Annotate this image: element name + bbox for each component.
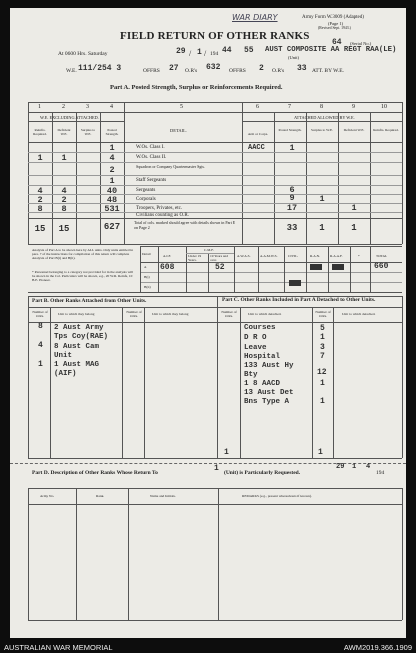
an-h-aamws: A.A.M.W.S. (260, 254, 278, 258)
att-by-we-label: ATT. BY W.E. (312, 68, 344, 74)
row3-posted: 1 (109, 176, 115, 186)
rule-header-bottom (28, 142, 402, 143)
detail-corporals: Corporals (136, 197, 156, 202)
c-entry-1-num: 1 (320, 333, 325, 342)
an-h-total: TOTAL (376, 254, 388, 258)
rule-bc-head (28, 307, 402, 308)
form-page: (Page 1) (328, 21, 344, 26)
rule-total-bottom (28, 244, 402, 245)
row0-posted: 1 (109, 143, 115, 153)
an-row-bii: B(ii) (144, 285, 151, 289)
row5-reinfts: 2 (37, 195, 43, 205)
rule-top-a (28, 102, 402, 103)
rule-row-6 (28, 212, 402, 213)
part-d-title-mid: (Unit) is Particularly Requested. (224, 470, 301, 476)
part-b-title: Part B. Other Ranks Attached from Other Units. (32, 298, 147, 304)
return-year: 44 (222, 46, 232, 55)
an-h-cmf: C.M.F. (204, 248, 214, 252)
rule-bc-v3 (144, 307, 145, 458)
col-num-5: 5 (180, 104, 183, 110)
col-num-3: 3 (86, 104, 89, 110)
total-posted: 627 (103, 222, 121, 232)
rule-d-v2 (128, 488, 129, 620)
an-h-under19: Under 19 Years. (188, 254, 202, 262)
rule-v-8 (338, 112, 339, 244)
war-diary-stamp: WAR DIARY (232, 13, 278, 22)
right-group-header: ATTACHED ALLOWED BY W.E. (294, 115, 355, 120)
c-entry-1-unit: D R O (244, 334, 267, 342)
rule-analysis-bottom (28, 292, 402, 293)
rule-bc-v0 (28, 296, 29, 458)
c-entry-4-unit: 133 Aust Hy (244, 362, 294, 370)
rule-colnums (28, 112, 402, 113)
rule-an-v3 (208, 253, 209, 292)
col-num-9: 9 (352, 104, 355, 110)
an-h-ran: R.A.N. (310, 254, 321, 258)
rule-row-2 (28, 175, 402, 176)
at-line-prefix: At 0600 Hrs. Saturday (58, 51, 108, 57)
rule-v-edge-r (402, 102, 403, 244)
detail-staff-sergeants: Staff Sergeants (136, 178, 167, 183)
rule-bc-v6 (312, 307, 313, 458)
c-h-num1: Number of O.Rs. (221, 310, 237, 318)
rule-an-v9 (350, 246, 351, 292)
unit-name: AUST COMPOSITE AA REGT RAA(LE) (265, 46, 397, 54)
row5-posted: 48 (106, 195, 118, 205)
return-month: 1 (197, 48, 202, 57)
part-a-title: Part A. Posted Strength, Surplus or Reinforcements Required. (110, 84, 283, 91)
col-num-6: 6 (256, 104, 259, 110)
offrs-value: 27 (169, 64, 179, 73)
c-entry-7-unit: 13 Aust Det (244, 389, 294, 397)
b-entry-5-unit: (AIF) (54, 370, 77, 378)
c-entry-6-unit: 1 8 AACD (244, 380, 281, 388)
detail-troopers: Troopers, Privates, etc. (136, 206, 183, 211)
detail-sqn-qms: Squadron or Company Quartermaster Sgts. (136, 164, 205, 169)
rule-bc-v5 (240, 307, 241, 458)
part-d-req-year: 4 (366, 463, 371, 471)
att-ors-label: O.R's (272, 68, 285, 74)
rule-d-v0 (28, 488, 29, 620)
c-h-unit1: Unit to which detached. (248, 312, 282, 316)
row1-deficient: 1 (61, 153, 67, 163)
d-h-remarks: REMARKS (e.g., present whereabouts if known). (242, 494, 312, 498)
b-entry-4-unit: 1 Aust MAG (54, 361, 100, 369)
rule-v-5 (242, 102, 243, 244)
unit-label: (Unit) (288, 55, 299, 60)
rule-analysis-top (140, 246, 402, 247)
c-entry-2-num: 3 (320, 343, 325, 352)
b-entry-2-num: 4 (38, 341, 43, 350)
col-num-10: 10 (381, 104, 387, 110)
rule-row-0 (28, 152, 402, 153)
rule-d-top (28, 488, 402, 489)
analysis-note: Analysis of Part A to be shown here by ALL units. Only units entitled in para. 7 of the instructions for compilation of this return will complete Analysis of Part B(i) and B(ii). (32, 248, 134, 260)
row6-deficient: 8 (61, 204, 67, 214)
rule-analysis-head (140, 262, 402, 263)
rule-an-v5 (258, 246, 259, 292)
rule-v-7 (306, 112, 307, 244)
an-h-aif: A.I.F. (163, 254, 171, 258)
an-h-raaf: R.A.A.F. (330, 254, 343, 258)
offrs-label: OFFRS (143, 68, 160, 74)
part-d-req-day: 29 (336, 463, 345, 471)
rule-v-6 (274, 112, 275, 244)
att-ors-value: 33 (297, 64, 307, 73)
part-d-title-pre: Part D. Description of Other Ranks Whose Return To (32, 470, 158, 476)
detail-civilians: Civilians counting as O.R. (136, 213, 189, 218)
tear-line (10, 463, 406, 464)
col-num-4: 4 (110, 104, 113, 110)
row1-posted: 4 (109, 153, 115, 163)
row6-att-deficient: 1 (351, 203, 357, 213)
rule-an-v0 (140, 246, 141, 292)
row6-att-posted: 17 (286, 203, 298, 213)
rule-d-head (28, 504, 402, 505)
rule-an-v8 (328, 246, 329, 292)
header-posted-left: Posted Strength. (105, 128, 119, 136)
rule-v-4 (124, 102, 125, 244)
header-surplus-right: Surplus to W.E. (311, 128, 333, 132)
b-entry-3-unit: Unit (54, 352, 73, 360)
rule-an-v6 (284, 246, 285, 292)
an-h-awas: A.W.A.S. (237, 254, 251, 258)
header-arm-corps: Arm or Corps. (247, 132, 269, 136)
rule-bc-v2 (122, 307, 123, 458)
col-num-8: 8 (320, 104, 323, 110)
header-posted-right: Posted Strength. (278, 128, 302, 132)
row5-att-posted: 9 (289, 193, 295, 203)
rule-analysis-a (140, 272, 402, 273)
footer-source: AUSTRALIAN WAR MEMORIAL (4, 643, 113, 652)
left-group-header: W.E. EXCLUDING ATTACHED. (40, 115, 99, 120)
rule-an-v1 (158, 246, 159, 292)
date-slash-1: / (189, 49, 192, 58)
part-c-title: Part C. Other Ranks Included in Part A Detached to Other Units. (222, 297, 376, 303)
an-a-total: 660 (374, 262, 389, 271)
serial-label: (Serial No.) (350, 41, 372, 46)
we-value: 111/254 3 (78, 64, 122, 73)
an-row-a: A (144, 265, 147, 269)
row4-posted: 40 (106, 186, 118, 196)
caption-bar (0, 640, 416, 653)
c-entry-3-num: 7 (320, 352, 325, 361)
an-h-star: * (358, 254, 360, 258)
year-prefix: 194 (210, 51, 219, 57)
c-entry-5-num: 12 (317, 368, 327, 377)
c-entry-3-unit: Hospital (244, 353, 281, 361)
c-total-right: 1 (318, 448, 323, 457)
total-att-posted: 33 (286, 223, 298, 233)
rule-row-3 (28, 185, 402, 186)
row4-att-posted: 6 (289, 185, 295, 195)
an-a-over19: 52 (215, 263, 225, 272)
document-page (10, 8, 406, 638)
form-title: FIELD RETURN OF OTHER RANKS (120, 30, 310, 42)
part-d-unit-num: 1 (214, 464, 219, 473)
ors-value: 632 (206, 63, 221, 72)
c-entry-8-num: 1 (320, 397, 325, 406)
c-entry-6-num: 1 (320, 379, 325, 388)
an-h-detail: Detail (142, 252, 151, 256)
header-reinfts-left: Reinfts. Required. (33, 128, 47, 136)
row2-posted: 2 (109, 165, 115, 175)
c-entry-0-num: 5 (320, 324, 325, 333)
b-h-num1: Number of O.Rs. (32, 310, 48, 318)
an-row-bi: B(i) (144, 275, 150, 279)
b-entry-2-unit: 8 Aust Cam (54, 343, 100, 351)
blackout-box (310, 264, 322, 270)
row4-reinfts: 4 (37, 186, 43, 196)
detail-wo-class-1: W.Os. Class I. (136, 145, 165, 150)
blackout-box (332, 264, 344, 270)
total-reinfts: 15 (34, 224, 46, 234)
footer-accession: AWM2019.366.1909 (343, 643, 412, 652)
row0-arm: AACC (248, 144, 265, 152)
part-d-year-prefix: 194 (376, 470, 385, 476)
detail-sergeants: Sergeants (136, 188, 156, 193)
rule-v-edge-l (28, 102, 29, 244)
b-entry-4-num: 1 (38, 360, 43, 369)
ors-label: O.R's (185, 68, 198, 74)
rule-v-2 (76, 112, 77, 244)
row5-deficient: 2 (61, 195, 67, 205)
att-offrs-value: 2 (259, 64, 264, 73)
serial-number: 64 (332, 38, 342, 47)
form-reference: Army Form W.3009 (Adapted) (302, 15, 364, 20)
c-entry-2-unit: Leave (244, 344, 267, 352)
rule-d-bottom (28, 620, 402, 621)
rule-total-top (28, 218, 402, 219)
header-reinfts-right: Reinfts. Required. (373, 128, 399, 132)
rule-bc-bottom (28, 458, 402, 459)
row6-posted: 531 (104, 204, 120, 214)
b-h-unit1: Unit to which they belong (58, 312, 95, 316)
c-entry-5-unit: Bty (244, 371, 258, 379)
rule-analysis-bi (140, 282, 402, 283)
date-slash-2: / (204, 49, 207, 58)
d-h-rank: Rank. (96, 494, 105, 498)
rule-d-v3 (218, 488, 219, 620)
c-entry-0-unit: Courses (244, 324, 276, 332)
detail-wo-class-2: W.Os. Class II. (136, 155, 167, 160)
c-h-unit2: Unit to which detached. (342, 312, 376, 316)
col-num-2: 2 (62, 104, 65, 110)
d-h-army-no: Army No. (40, 494, 55, 498)
rule-bc-v1 (50, 307, 51, 458)
col-num-7: 7 (288, 104, 291, 110)
total-deficient: 15 (58, 224, 70, 234)
row4-deficient: 4 (61, 186, 67, 196)
header-surplus-left: Surplus to W.E. (80, 128, 96, 136)
rule-group-right (242, 121, 402, 122)
b-h-unit2: Unit to which they belong (152, 312, 189, 316)
unit-number: 55 (244, 46, 254, 55)
blackout-box (289, 280, 301, 286)
return-day: 29 (176, 47, 186, 56)
row1-reinfts: 1 (37, 153, 43, 163)
rule-row-1 (28, 162, 402, 163)
rule-bc-colhead (28, 322, 402, 323)
row6-reinfts: 8 (37, 204, 43, 214)
c-entry-8-unit: Bns Type A (244, 398, 290, 406)
rule-d-v4 (402, 488, 403, 620)
b-h-num2: Number of O.Rs. (126, 310, 142, 318)
an-a-aif: 608 (160, 263, 175, 272)
rule-v-9 (370, 112, 371, 244)
header-deficient-right: Deficient W.E. (343, 128, 365, 132)
b-entry-0-num: 8 (38, 322, 43, 331)
rule-bc-v8 (402, 296, 403, 458)
header-deficient-left: Deficient W.E. (57, 128, 71, 136)
rule-bc-v7 (333, 307, 334, 458)
c-total-left: 1 (224, 448, 229, 457)
rule-row-4 (28, 194, 402, 195)
b-entry-0-unit: 2 Aust Army (54, 324, 104, 332)
rule-an-v7 (306, 246, 307, 292)
an-h-over19: 19 Years and over. (210, 254, 228, 262)
att-offrs-label: OFFRS (229, 68, 246, 74)
part-d-req-month: 1 (352, 463, 357, 471)
b-entry-1-unit: Tps Coy(RAE) (54, 333, 109, 341)
analysis-note-2: * Personnel belonging to a category not provided for in the analysis will be shown in the Col. Particulars will be shown, e.g., 20 W.R. Reinfs, 10 B.E. Pioneer. (32, 270, 134, 282)
c-h-num2: Number of O.Rs. (315, 310, 331, 318)
rule-an-v4 (234, 246, 235, 292)
rule-an-v10 (370, 246, 371, 292)
rule-d-v1 (76, 488, 77, 620)
row5-att-surplus: 1 (319, 194, 325, 204)
total-att-deficient: 1 (351, 223, 357, 233)
row0-att-posted: 1 (289, 143, 295, 153)
detail-total: Total of cols. marked should agree with details shown in Part E on Page 2 (134, 220, 236, 230)
an-h-civil: CIVIL. (288, 254, 299, 258)
header-detail: DETAIL. (170, 128, 188, 133)
we-prefix: W.E. (66, 68, 77, 74)
d-h-name: Name and Initials. (150, 494, 176, 498)
form-revised: (Revised Sept. 1943.) (318, 26, 351, 30)
rule-bc-mid (217, 296, 218, 458)
total-att-surplus: 1 (319, 223, 325, 233)
col-num-1: 1 (38, 104, 41, 110)
